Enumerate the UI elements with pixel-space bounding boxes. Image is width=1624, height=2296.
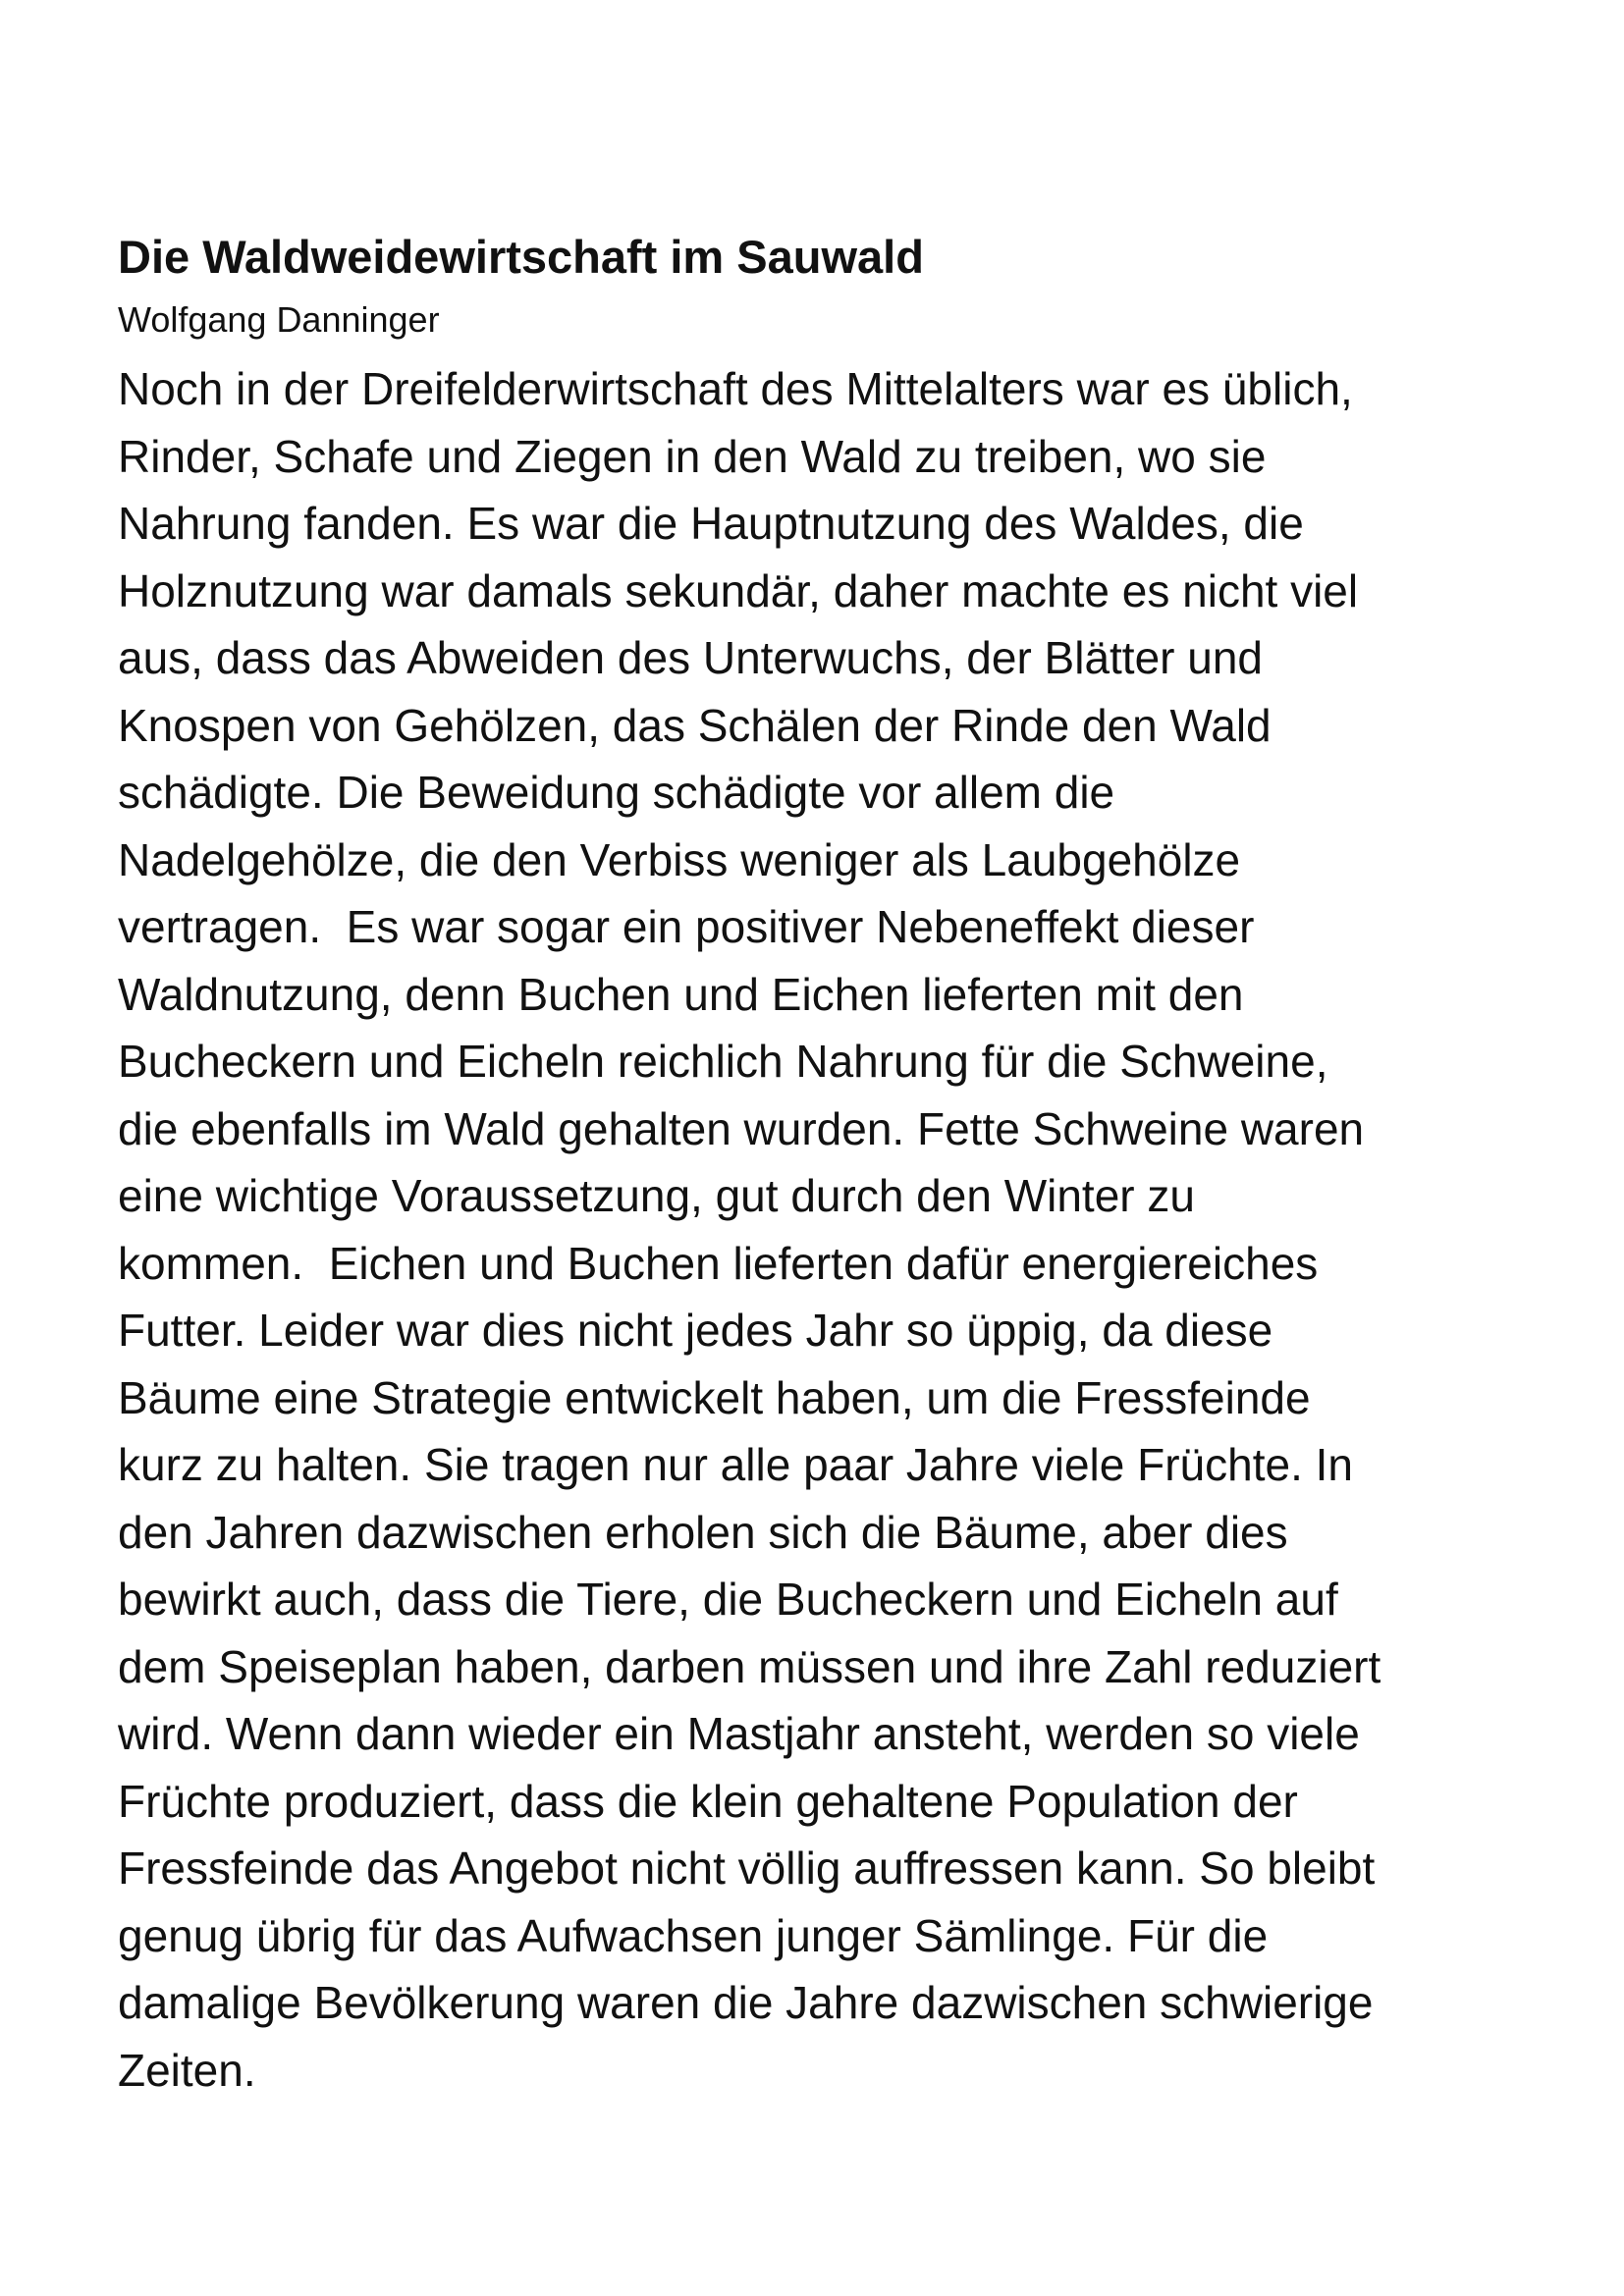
body-line: dem Speiseplan haben, darben müssen und ihre Zahl reduziert xyxy=(118,1640,1381,1692)
body-line: Zeiten. xyxy=(118,2044,256,2096)
body-line: bewirkt auch, dass die Tiere, die Bucheckern und Eicheln auf xyxy=(118,1574,1338,1625)
body-line: Rinder, Schafe und Ziegen in den Wald zu treiben, wo sie xyxy=(118,430,1267,482)
body-line: Nadelgehölze, die den Verbiss weniger als Laubgehölze xyxy=(118,833,1241,885)
body-line: kurz zu halten. Sie tragen nur alle paar Jahre viele Früchte. In xyxy=(118,1439,1354,1490)
body-line: kommen. Eichen und Buchen lieferten dafür energiereiches xyxy=(118,1237,1319,1289)
document-title: Die Waldweidewirtschaft im Sauwald xyxy=(118,231,924,283)
body-line: Futter. Leider war dies nicht jedes Jahr so üppig, da diese xyxy=(118,1305,1273,1356)
body-line: Nahrung fanden. Es war die Hauptnutzung des Waldes, die xyxy=(118,498,1304,549)
document-author: Wolfgang Danninger xyxy=(118,299,440,340)
document-body xyxy=(118,355,1532,2104)
body-line: Bucheckern und Eicheln reichlich Nahrung für die Schweine, xyxy=(118,1036,1328,1087)
body-line: genug übrig für das Aufwachsen junger Sämlinge. Für die xyxy=(118,1909,1269,1961)
body-line: vertragen. Es war sogar ein positiver Nebeneffekt dieser xyxy=(118,901,1255,952)
body-line: Früchte produziert, dass die klein gehaltene Population der xyxy=(118,1775,1298,1827)
body-line: Waldnutzung, denn Buchen und Eichen lieferten mit den xyxy=(118,968,1244,1020)
body-line: damalige Bevölkerung waren die Jahre dazwischen schwierige xyxy=(118,1977,1374,2028)
body-line: Bäume eine Strategie entwickelt haben, um die Fressfeinde xyxy=(118,1371,1311,1423)
body-line: Fressfeinde das Angebot nicht völlig auffressen kann. So bleibt xyxy=(118,1842,1376,1894)
document-page xyxy=(118,222,1532,2104)
body-line: die ebenfalls im Wald gehalten wurden. Fette Schweine waren xyxy=(118,1102,1365,1154)
body-line: den Jahren dazwischen erholen sich die Bäume, aber dies xyxy=(118,1506,1288,1558)
body-line: wird. Wenn dann wieder ein Mastjahr ansteht, werden so viele xyxy=(118,1708,1360,1759)
body-line: Noch in der Dreifelderwirtschaft des Mittelalters war es üblich, xyxy=(118,363,1353,414)
body-line: eine wichtige Voraussetzung, gut durch den Winter zu xyxy=(118,1170,1195,1221)
body-line: Holznutzung war damals sekundär, daher machte es nicht viel xyxy=(118,564,1359,616)
body-line: aus, dass das Abweiden des Unterwuchs, der Blätter und xyxy=(118,632,1264,683)
body-line: Knospen von Gehölzen, das Schälen der Rinde den Wald xyxy=(118,699,1272,751)
body-line: schädigte. Die Beweidung schädigte vor allem die xyxy=(118,767,1115,818)
